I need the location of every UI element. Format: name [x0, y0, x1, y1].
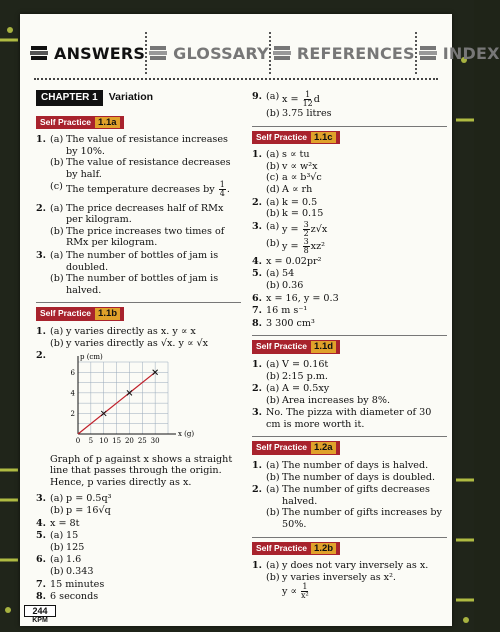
self-practice-badge: Self Practice 1.1b: [36, 307, 124, 321]
x-tick-label: 5: [88, 437, 94, 446]
left-column: [36, 90, 241, 604]
question-6: 6. (a) 1.6 (b) 0.343: [36, 554, 94, 578]
books-icon: [271, 42, 293, 64]
x-tick-label: 20: [124, 437, 134, 446]
x-tick-label: 15: [112, 437, 122, 446]
question-3: 3. (a) p = 0.5q³ (b) p = 16√q: [36, 493, 112, 517]
question-9: 9. (a) x = $\frac{1}{12}$ d (b) 3.75 litres: [252, 90, 332, 119]
x-tick-label: 0: [75, 437, 81, 446]
y-axis-label: p (cm): [80, 353, 103, 362]
answer-text: The temperature decreases by: [66, 183, 215, 195]
y-tick-label: 6: [70, 368, 75, 377]
question-7: 7. 15 minutes: [36, 578, 105, 590]
answers-page: [20, 14, 500, 626]
books-icon: [417, 42, 439, 64]
answer-text: y varies directly as √x. y ∝ √x: [66, 337, 209, 349]
self-practice-badge: Self Practice 1.1c: [252, 131, 340, 145]
badge-number: 1.1a: [95, 117, 120, 129]
question-8: 8. 6 seconds: [36, 591, 99, 603]
question-1: 1. (a) The value of resistance increases by 10%. (b) The value of resistance decreases by half. (c) The temperature decreases by $\frac{1}{4}$ .: [36, 134, 241, 197]
books-icon: [28, 42, 50, 64]
question-1: 1. (a) s ∝ tu (b) v ∝ w²x (c) a ∝ b³√c (d) A ∝ rh: [252, 149, 322, 195]
x-tick-label: 30: [150, 437, 160, 446]
page-number: 244: [24, 605, 56, 617]
question-1: 1. (a) y does not vary inversely as x. (b) y varies inversely as x². y ∝ $\frac{1}{\text{x²}}$: [252, 560, 429, 601]
section-tabs: [28, 32, 500, 74]
self-practice-badge: [36, 116, 124, 130]
right-column: [252, 90, 447, 601]
question-3: 3. No. The pizza with diameter of 30 cm is more worth it.: [252, 407, 432, 430]
question-1: 1. (a) The number of days is halved. (b) The number of days is doubled.: [252, 460, 436, 483]
answer-text: y varies directly as x. y ∝ x: [66, 325, 196, 337]
self-practice-badge: Self Practice 1.1d: [252, 340, 340, 354]
header-divider: [34, 78, 438, 80]
question-2: 2. (a) k = 0.5 (b) k = 0.15: [252, 196, 324, 220]
question-7: 7. 16 m s⁻¹: [252, 305, 308, 317]
answer-text: The value of resistance decreases by half.: [66, 157, 231, 180]
question-3: 3. (a) y = $\frac{3}{2}$ z√x (b) y = $\frac{3}{8}$ xz²: [252, 219, 328, 255]
tab-answers-label: ANSWERS: [54, 43, 146, 63]
chapter-label: CHAPTER 1: [36, 90, 103, 106]
self-practice-badge: Self Practice 1.2a: [252, 441, 340, 455]
question-2: 2. (a) The price decreases half of RMx per kilogram. (b) The price increases two times of RMx per kilogram.: [36, 203, 241, 249]
question-2: 2. (a) The number of gifts decreases halved. (b) The number of gifts increases by 50%.: [252, 484, 442, 531]
question-2: 2. 0 5 10 15 20 25 30 2 4 6 x (g) p (cm) Graph of p against x shows a straight line that passes through the origin. Hence, p varies directly as x.: [36, 350, 241, 488]
answer-text: The number of bottles of jam is halved.: [66, 273, 219, 296]
question-6: 6. x = 16, y = 0.3: [252, 292, 339, 304]
x-tick-label: 10: [99, 437, 109, 446]
tab-answers[interactable]: [28, 32, 147, 74]
x-axis-label: x (g): [178, 430, 195, 439]
self-practice-badge: Self Practice 1.2b: [252, 542, 340, 556]
fraction: $\frac{1}{4}$: [219, 179, 225, 198]
tab-glossary[interactable]: [147, 32, 271, 74]
publisher-logo: KPM: [32, 617, 48, 624]
y-tick-label: 4: [70, 389, 75, 398]
page-footer: [24, 605, 56, 624]
answer-text: The number of bottles of jam is doubled.: [66, 249, 219, 273]
question-4: 4. x = 0.02pr²: [252, 255, 322, 267]
tab-index-label: INDEX: [442, 43, 500, 63]
question-3: 3. (a) The number of bottles of jam is doubled. (b) The number of bottles of jam is halved.: [36, 250, 241, 296]
question-1: 1. (a) V = 0.16t (b) 2:15 p.m.: [252, 358, 329, 382]
question-8: 8. 3 300 cm³: [252, 317, 315, 329]
y-tick-label: 2: [70, 410, 75, 419]
books-icon: [147, 42, 169, 64]
tab-references[interactable]: [271, 32, 417, 74]
fraction: $\frac{1}{12}$: [302, 90, 313, 108]
question-2: 2. (a) A = 0.5xy (b) Area increases by 8%.: [252, 383, 391, 406]
chapter-name: Variation: [108, 91, 154, 103]
fraction: $\frac{1}{\text{x²}}$: [301, 582, 309, 601]
variation-graph: [64, 352, 214, 450]
tab-glossary-label: GLOSSARY: [173, 43, 269, 63]
answer-text: The price decreases half of RMx per kilogram.: [66, 202, 224, 226]
badge-label: Self Practice: [40, 116, 92, 127]
answer-text: The value of resistance increases by 10%.: [66, 134, 228, 157]
x-tick-label: 25: [137, 437, 147, 446]
tab-references-label: REFERENCES: [296, 43, 415, 63]
fraction: $\frac{3}{8}$: [303, 236, 309, 255]
fraction: $\frac{3}{2}$: [303, 219, 309, 238]
graph-description: Graph of p against x shows a straight line that passes through the origin. Hence, p varies directly as x.: [50, 453, 233, 488]
question-4: 4. x = 8t: [36, 517, 80, 529]
question-5: 5. (a) 15 (b) 125: [36, 530, 85, 553]
answer-text: The price increases two times of RMx per kilogram.: [66, 225, 225, 249]
tab-index[interactable]: [417, 32, 500, 74]
question-5: 5. (a) 54 (b) 0.36: [252, 268, 304, 291]
chapter-heading: [36, 90, 241, 106]
question-1: 1. (a) y varies directly as x. y ∝ x (b) y varies directly as √x. y ∝ √x: [36, 326, 241, 349]
